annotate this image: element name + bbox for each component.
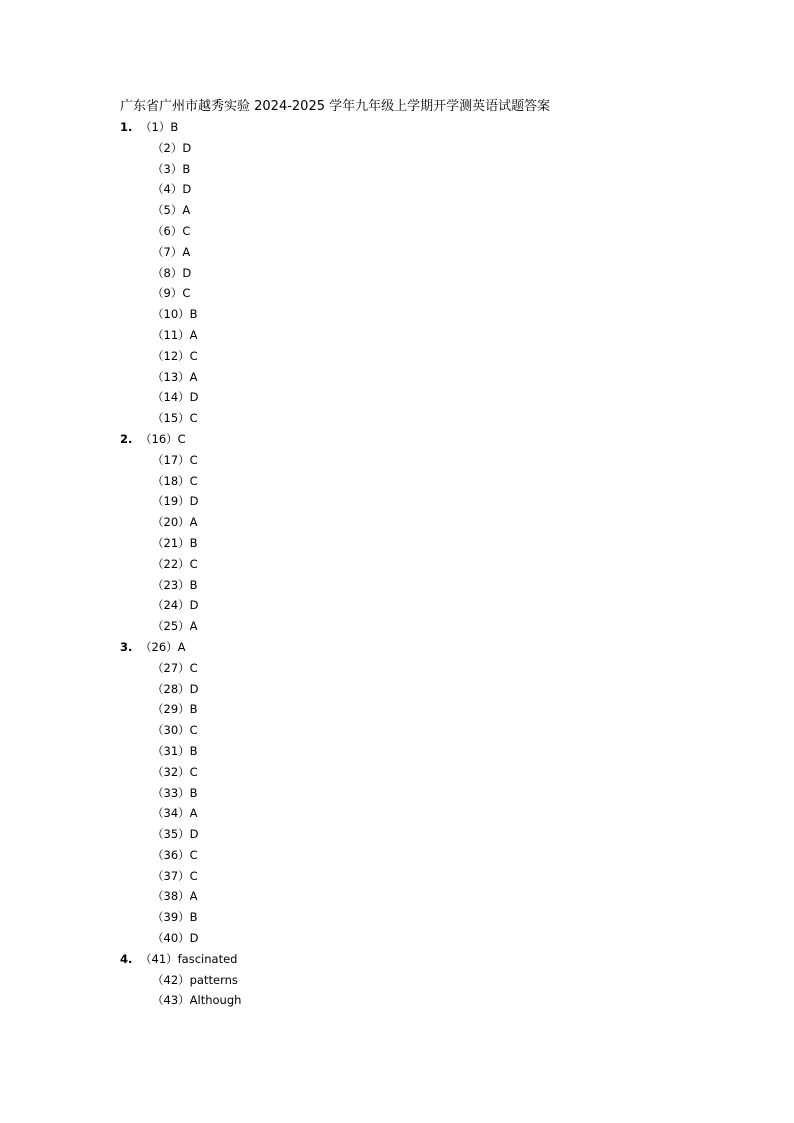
answer-item: （20）A — [152, 515, 198, 530]
answer-row — [120, 450, 720, 471]
answer-row — [120, 117, 720, 138]
question-number: 3. — [120, 639, 133, 654]
answer-item: （21）B — [152, 535, 198, 550]
answer-item: （18）C — [152, 473, 198, 488]
answer-item: （5）A — [152, 203, 191, 218]
answer-item: （35）D — [152, 827, 199, 842]
answer-item: （12）C — [152, 348, 198, 363]
answer-row — [120, 429, 720, 450]
answer-row — [120, 325, 720, 346]
answer-item: （41）fascinated — [140, 951, 238, 966]
answer-row — [120, 886, 720, 907]
answer-row — [120, 949, 720, 970]
answer-item: （37）C — [152, 868, 198, 883]
answer-row — [120, 491, 720, 512]
answer-item: （42）patterns — [152, 972, 238, 987]
answer-item: （39）B — [152, 910, 198, 925]
answer-item: （32）C — [152, 764, 198, 779]
question-number: 4. — [120, 951, 133, 966]
answer-row — [120, 367, 720, 388]
answer-row — [120, 679, 720, 700]
answer-row — [120, 471, 720, 492]
answer-row — [120, 512, 720, 533]
answer-row — [120, 346, 720, 367]
answer-item: （1）B — [140, 120, 179, 134]
answer-item: （25）A — [152, 619, 198, 634]
answer-item: （31）B — [152, 743, 198, 758]
answer-row — [120, 221, 720, 242]
answer-row — [120, 970, 720, 991]
answer-item: （9）C — [152, 286, 191, 301]
question-number: 2. — [120, 431, 133, 446]
answer-row — [120, 595, 720, 616]
answer-item: （14）D — [152, 390, 199, 405]
answer-row — [120, 699, 720, 720]
answer-row — [120, 720, 720, 741]
answer-row — [120, 783, 720, 804]
answer-row — [120, 845, 720, 866]
answer-item: （13）A — [152, 369, 198, 384]
answer-item: （33）B — [152, 785, 198, 800]
answer-row — [120, 387, 720, 408]
answer-item: （36）C — [152, 847, 198, 862]
answer-row — [120, 159, 720, 180]
answer-row — [120, 304, 720, 325]
answer-row — [120, 179, 720, 200]
answer-list — [120, 117, 720, 1011]
answer-item: （40）D — [152, 931, 199, 946]
answer-item: （38）A — [152, 889, 198, 904]
answer-row — [120, 533, 720, 554]
answer-row — [120, 263, 720, 284]
answer-row — [120, 658, 720, 679]
answer-item: （27）C — [152, 660, 198, 675]
answer-item: （22）C — [152, 556, 198, 571]
answer-item: （11）A — [152, 327, 198, 342]
answer-row — [120, 242, 720, 263]
answer-item: （8）D — [152, 265, 192, 280]
answer-item: （6）C — [152, 223, 191, 238]
answer-row — [120, 824, 720, 845]
answer-item: （15）C — [152, 411, 198, 426]
answer-item: （2）D — [152, 140, 192, 155]
document-title: 广东省广州市越秀实验 2024-2025 学年九年级上学期开学测英语试题答案 — [120, 99, 551, 114]
answer-item: （3）B — [152, 161, 191, 176]
answer-row — [120, 408, 720, 429]
answer-row — [120, 866, 720, 887]
answer-row — [120, 200, 720, 221]
answer-item: （34）A — [152, 806, 198, 821]
answer-row — [120, 990, 720, 1011]
answer-row — [120, 637, 720, 658]
answer-row — [120, 616, 720, 637]
answer-item: （26）A — [140, 639, 186, 654]
answer-item: （30）C — [152, 723, 198, 738]
answer-row — [120, 575, 720, 596]
answer-item: （10）B — [152, 307, 198, 322]
answer-row — [120, 907, 720, 928]
question-number: 1. — [120, 120, 133, 134]
answer-item: （16）C — [140, 431, 186, 446]
answer-item: （19）D — [152, 494, 199, 509]
answer-item: （17）C — [152, 452, 198, 467]
answer-item: （24）D — [152, 598, 199, 613]
answer-row — [120, 762, 720, 783]
answer-row — [120, 138, 720, 159]
answer-item: （7）A — [152, 244, 191, 259]
answer-row — [120, 803, 720, 824]
answer-item: （29）B — [152, 702, 198, 717]
answer-row — [120, 741, 720, 762]
answer-row — [120, 283, 720, 304]
answer-item: （43）Although — [152, 993, 242, 1008]
answer-item: （4）D — [152, 182, 192, 197]
answer-item: （28）D — [152, 681, 199, 696]
answer-row — [120, 554, 720, 575]
answer-item: （23）B — [152, 577, 198, 592]
answer-row — [120, 928, 720, 949]
